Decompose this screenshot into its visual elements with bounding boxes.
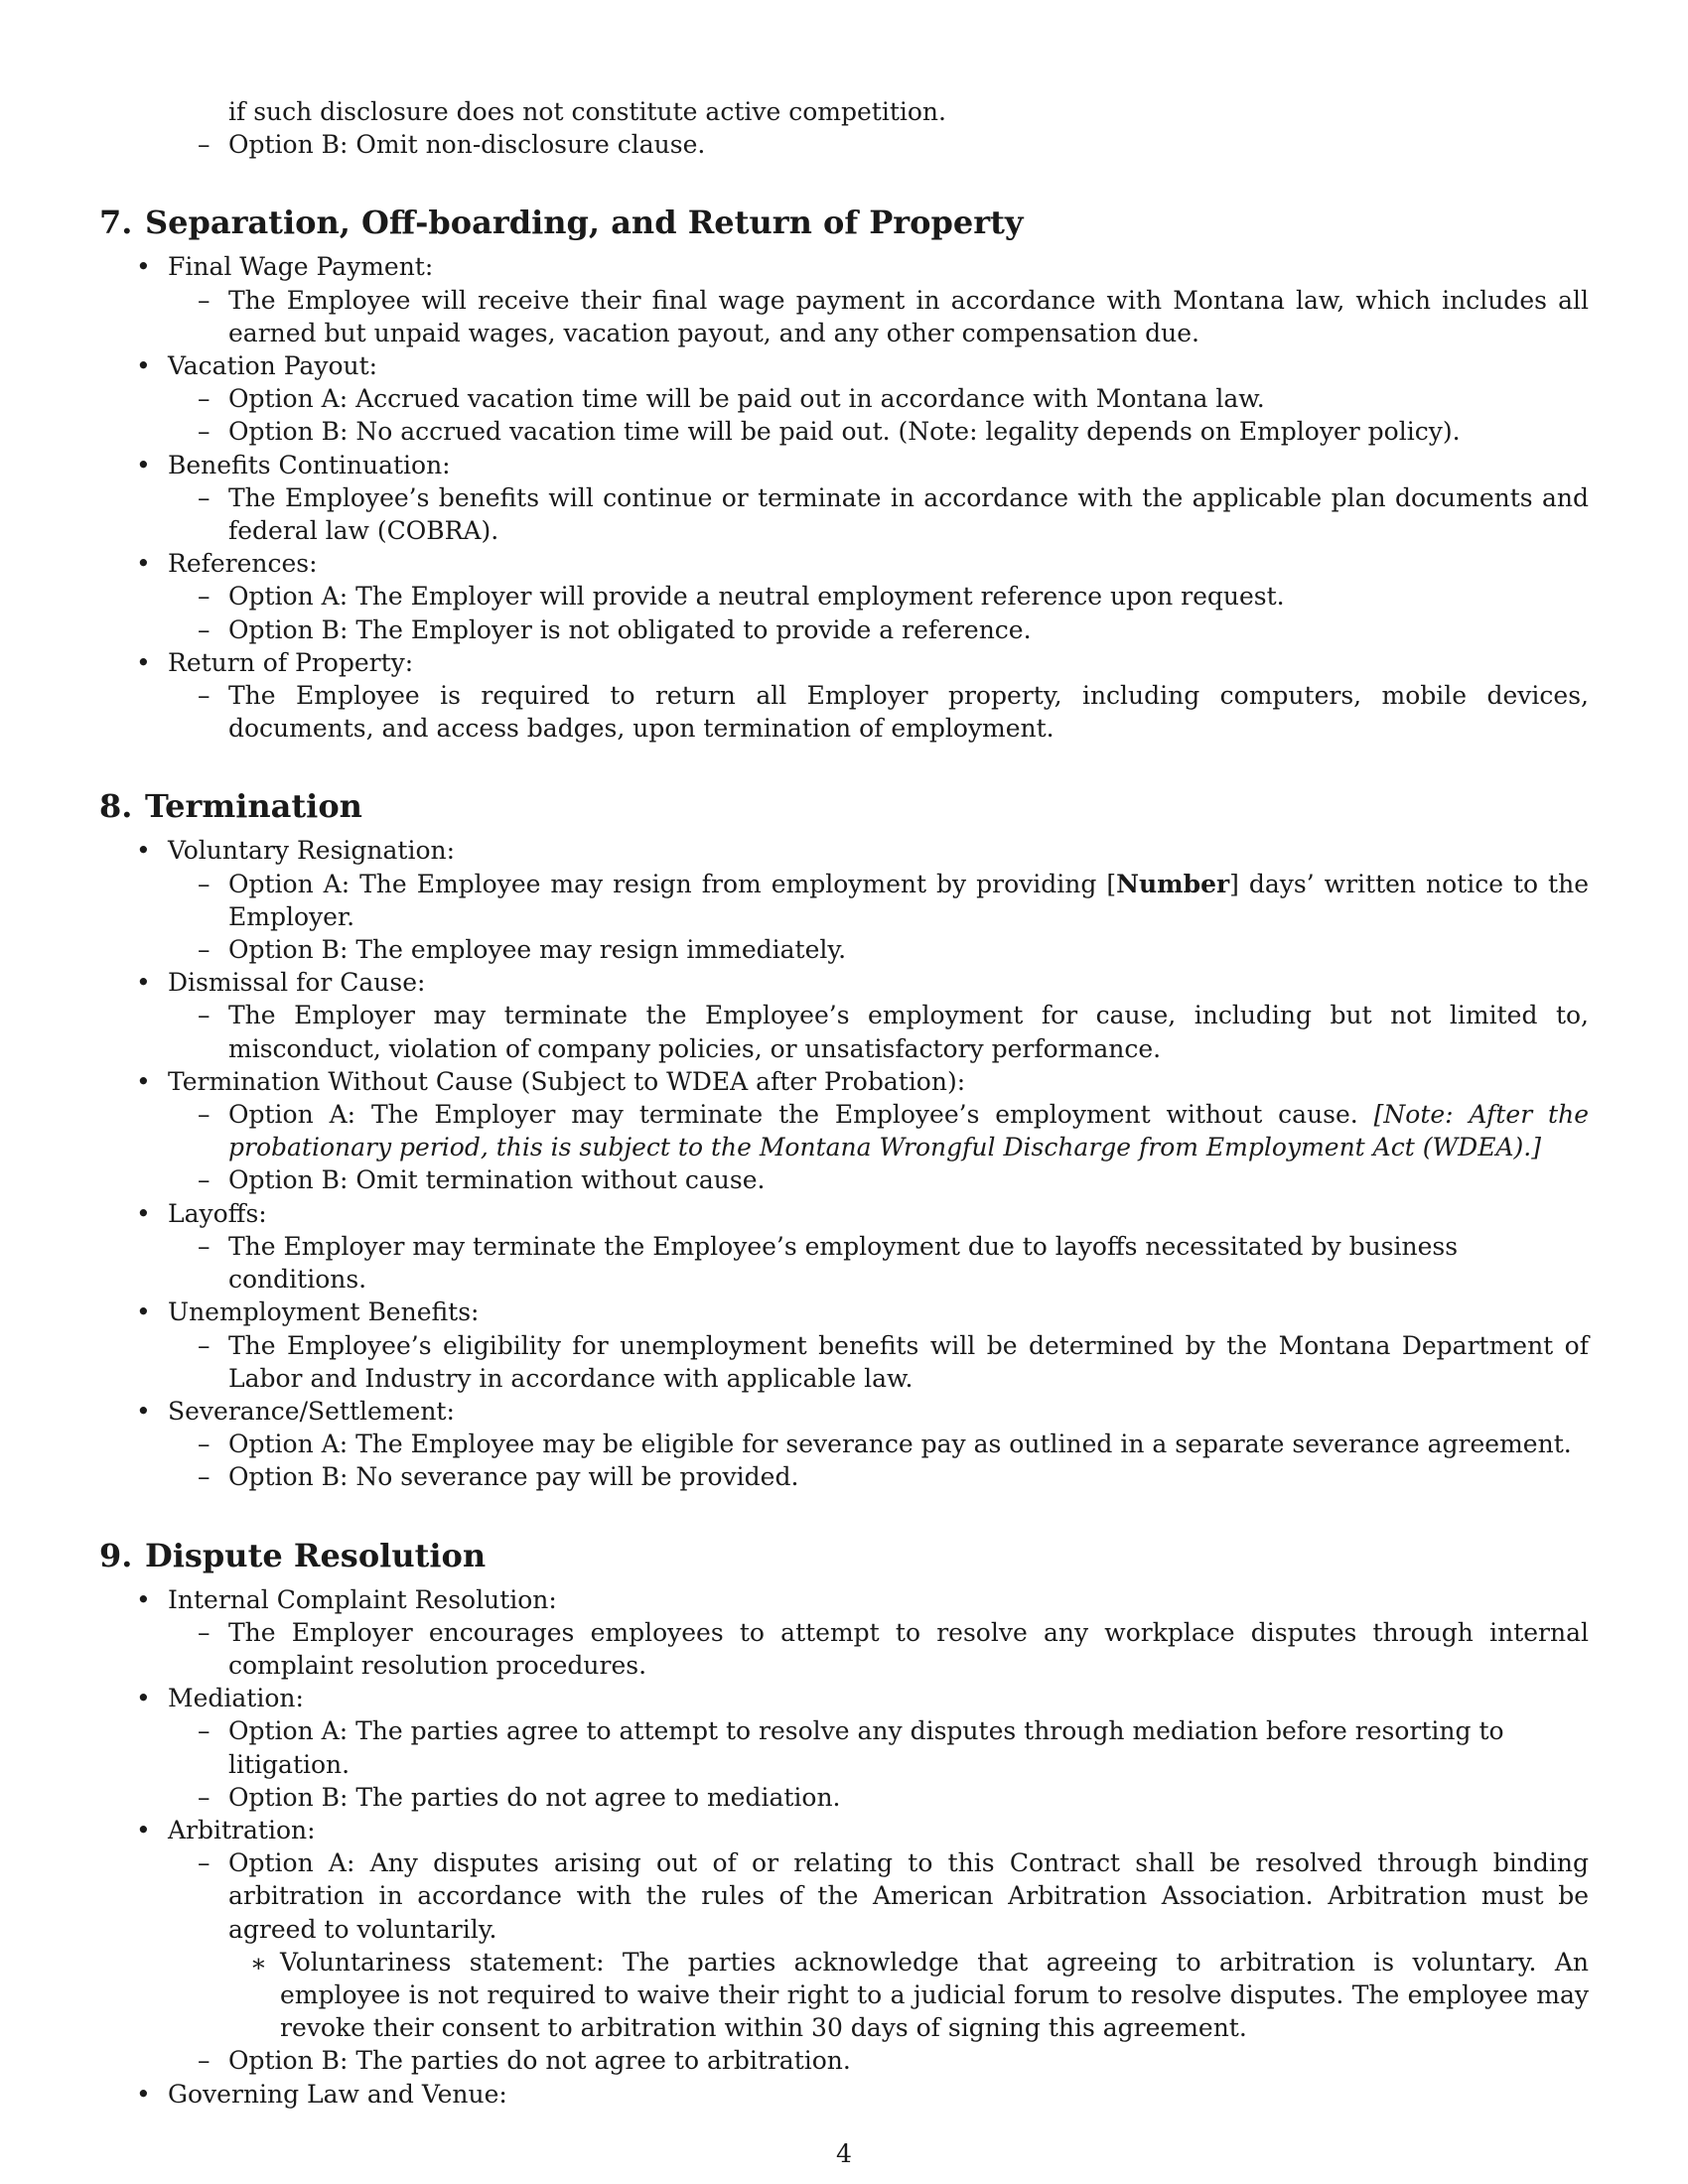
list-item: • Benefits Continuation:: [99, 449, 1589, 481]
list-item: • Internal Complaint Resolution:: [99, 1583, 1589, 1616]
list-item: – Option A: The parties agree to attempt to resolve any disputes through mediation before resorting to litigation.: [99, 1714, 1589, 1780]
list-item: – Option B: The employee may resign immediately.: [99, 933, 1589, 966]
list-item: • Governing Law and Venue:: [99, 2078, 1589, 2111]
list-item: – Option B: Omit termination without cause.: [99, 1163, 1589, 1196]
list-item: – Option B: The parties do not agree to arbitration.: [99, 2044, 1589, 2077]
section-title: Separation, Off-boarding, and Return of Property: [145, 204, 1024, 242]
list-item: – Option B: The parties do not agree to mediation.: [99, 1781, 1589, 1814]
continuation-text: if such disclosure does not constitute active competition.: [228, 97, 946, 126]
text-segment: Option A: The Employer may terminate the Employee’s employment without cause.: [228, 1100, 1358, 1130]
list-item: – Option B: No accrued vacation time will be paid out. (Note: legality depends on Employer policy).: [99, 415, 1589, 448]
document-body: [99, 95, 1589, 2111]
list-item: • Final Wage Payment:: [99, 250, 1589, 283]
list-item: • Mediation:: [99, 1682, 1589, 1714]
list-item: • Voluntary Resignation:: [99, 834, 1589, 867]
list-item: – The Employer may terminate the Employee’s employment for cause, including but not limited to, misconduct, violation of company policies, or unsatisfactory performance.: [99, 999, 1589, 1064]
list-item: • Arbitration:: [99, 1814, 1589, 1846]
placeholder-number: Number: [1116, 869, 1230, 898]
section-title: Termination: [145, 787, 362, 826]
list-item: • Termination Without Cause (Subject to WDEA after Probation):: [99, 1065, 1589, 1098]
list-item: • Severance/Settlement:: [99, 1395, 1589, 1428]
list-item: – Option B: Omit non-disclosure clause.: [99, 128, 1589, 161]
list-item: – The Employer may terminate the Employee’s employment due to layoffs necessitated by business conditions.: [99, 1230, 1589, 1296]
list-item: – Option A: The Employee may be eligible for severance pay as outlined in a separate severance agreement.: [99, 1428, 1589, 1460]
list-item: • Unemployment Benefits:: [99, 1296, 1589, 1328]
list-item: [99, 868, 1589, 933]
list-item: • Dismissal for Cause:: [99, 966, 1589, 999]
section-heading-8: [99, 786, 1589, 826]
section-heading-7: [99, 203, 1589, 242]
list-item: – The Employee’s eligibility for unemployment benefits will be determined by the Montana Department of Labor and Industry in accordance with applicable law.: [99, 1329, 1589, 1395]
section-number: 8.: [99, 787, 133, 826]
list-item: • Layoffs:: [99, 1197, 1589, 1230]
list-item: – Option A: The Employer will provide a neutral employment reference upon request.: [99, 580, 1589, 613]
section-heading-9: [99, 1536, 1589, 1575]
text-segment: ] days’ written notice to the Employer.: [228, 869, 1589, 931]
list-item: ∗ Voluntariness statement: The parties acknowledge that agreeing to arbitration is voluntary. An employee is not required to waive their right to a judicial forum to resolve disputes. The employee may revoke their consent to arbitration within 30 days of signing this agreement.: [99, 1946, 1589, 2045]
list-item: – Option A: Any disputes arising out of or relating to this Contract shall be resolved through binding arbitration in accordance with the rules of the American Arbitration Association. Arbitration must be agreed to voluntarily.: [99, 1846, 1589, 1946]
note-text: [Note: After the probationary period, this is subject to the Montana Wrongful Discharge from Employment Act (WDEA).]: [228, 1100, 1589, 1162]
list-item: • Vacation Payout:: [99, 349, 1589, 382]
section-title: Dispute Resolution: [145, 1536, 487, 1574]
list-item: – Option B: No severance pay will be provided.: [99, 1460, 1589, 1493]
list-item: [99, 1098, 1589, 1163]
list-item: • References:: [99, 547, 1589, 580]
list-item: – Option A: Accrued vacation time will be paid out in accordance with Montana law.: [99, 382, 1589, 415]
section-number: 7.: [99, 204, 133, 242]
list-item: – The Employee is required to return all Employer property, including computers, mobile devices, documents, and access badges, upon termination of employment.: [99, 679, 1589, 745]
text-segment: Option A: The Employee may resign from employment by providing [: [228, 869, 1117, 898]
list-item: – The Employee will receive their final wage payment in accordance with Montana law, which includes all earned but unpaid wages, vacation payout, and any other compensation due.: [99, 284, 1589, 349]
list-item: – The Employee’s benefits will continue or terminate in accordance with the applicable plan documents and federal law (COBRA).: [99, 481, 1589, 547]
section-number: 9.: [99, 1536, 133, 1574]
page-number: 4: [836, 2139, 852, 2168]
list-item: – The Employer encourages employees to attempt to resolve any workplace disputes through internal complaint resolution procedures.: [99, 1616, 1589, 1682]
list-item: • Return of Property:: [99, 646, 1589, 679]
list-item: – Option B: The Employer is not obligated to provide a reference.: [99, 614, 1589, 646]
